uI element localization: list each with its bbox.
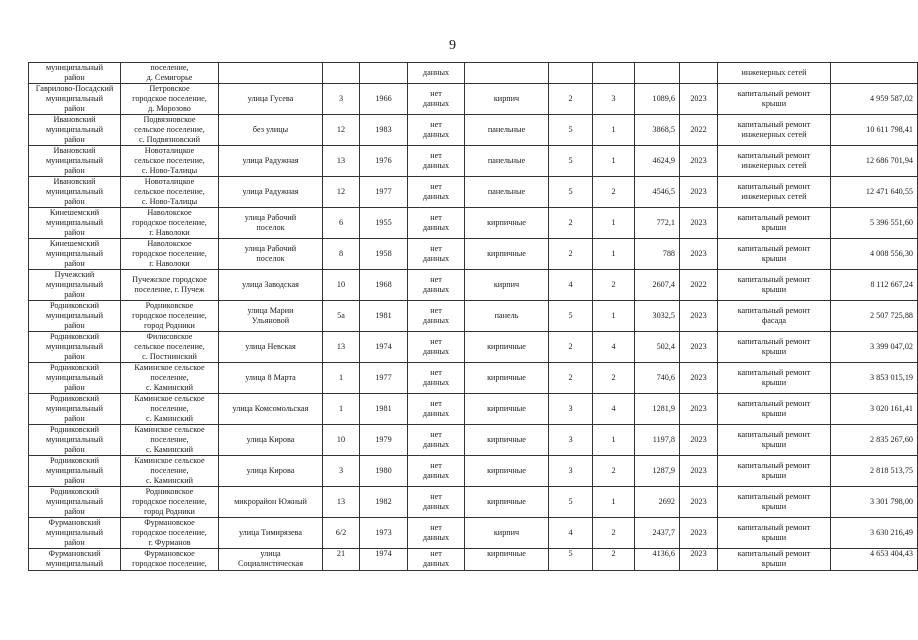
wall-material-cell: кирпичные xyxy=(465,239,549,270)
work-type-cell: капитальный ремонт крыши xyxy=(718,456,831,487)
floors-cell: 5 xyxy=(549,549,593,571)
entrances-cell: 2 xyxy=(593,456,635,487)
house-number-cell: 8 xyxy=(323,239,360,270)
floors-cell: 4 xyxy=(549,518,593,549)
plan-year-cell: 2022 xyxy=(680,115,718,146)
plan-year-cell: 2022 xyxy=(680,270,718,301)
build-year-cell: 1977 xyxy=(360,363,408,394)
street-cell: улица Социалистическая xyxy=(219,549,323,571)
area-cell: 1197,8 xyxy=(635,425,680,456)
plan-year-cell: 2023 xyxy=(680,301,718,332)
district-cell: муниципальный район xyxy=(29,63,121,84)
work-type-cell: капитальный ремонт инженерных сетей xyxy=(718,146,831,177)
district-cell: Ивановский муниципальный район xyxy=(29,115,121,146)
cost-cell: 4 008 556,30 xyxy=(831,239,918,270)
data-status-cell: нет данных xyxy=(408,363,465,394)
house-number-cell: 21 xyxy=(323,549,360,571)
plan-year-cell: 2023 xyxy=(680,363,718,394)
district-cell: Пучежский муниципальный район xyxy=(29,270,121,301)
wall-material-cell: панельные xyxy=(465,146,549,177)
street-cell xyxy=(219,63,323,84)
district-cell: Кинешемский муниципальный район xyxy=(29,208,121,239)
area-cell: 2692 xyxy=(635,487,680,518)
plan-year-cell: 2023 xyxy=(680,177,718,208)
cost-cell: 8 112 667,24 xyxy=(831,270,918,301)
table-row xyxy=(29,63,918,84)
table-row xyxy=(29,115,918,146)
table-row xyxy=(29,456,918,487)
area-cell: 2607,4 xyxy=(635,270,680,301)
entrances-cell: 1 xyxy=(593,115,635,146)
entrances-cell: 4 xyxy=(593,332,635,363)
entrances-cell: 1 xyxy=(593,239,635,270)
district-cell: Родниковский муниципальный район xyxy=(29,363,121,394)
wall-material-cell: кирпич xyxy=(465,270,549,301)
area-cell: 4546,5 xyxy=(635,177,680,208)
settlement-cell: Пучежское городское поселение, г. Пучеж xyxy=(121,270,219,301)
house-number-cell: 6 xyxy=(323,208,360,239)
area-cell xyxy=(635,63,680,84)
district-cell: Гаврилово-Посадский муниципальный район xyxy=(29,84,121,115)
area-cell: 788 xyxy=(635,239,680,270)
entrances-cell: 2 xyxy=(593,549,635,571)
wall-material-cell: кирпичные xyxy=(465,332,549,363)
data-status-cell: нет данных xyxy=(408,549,465,571)
street-cell: улица Кирова xyxy=(219,425,323,456)
district-cell: Кинешемский муниципальный район xyxy=(29,239,121,270)
entrances-cell: 4 xyxy=(593,394,635,425)
work-type-cell: капитальный ремонт крыши xyxy=(718,84,831,115)
page-number: 9 xyxy=(449,38,456,53)
build-year-cell: 1981 xyxy=(360,301,408,332)
plan-year-cell: 2023 xyxy=(680,549,718,571)
plan-year-cell: 2023 xyxy=(680,487,718,518)
cost-cell: 2 818 513,75 xyxy=(831,456,918,487)
entrances-cell: 3 xyxy=(593,84,635,115)
house-number-cell: 13 xyxy=(323,146,360,177)
area-cell: 1089,6 xyxy=(635,84,680,115)
floors-cell: 3 xyxy=(549,394,593,425)
district-cell: Фурмановский муниципальный xyxy=(29,549,121,571)
wall-material-cell: кирпич xyxy=(465,84,549,115)
build-year-cell: 1981 xyxy=(360,394,408,425)
cost-cell: 2 835 267,60 xyxy=(831,425,918,456)
table-row xyxy=(29,425,918,456)
district-cell: Родниковский муниципальный район xyxy=(29,425,121,456)
floors-cell: 3 xyxy=(549,425,593,456)
data-status-cell: нет данных xyxy=(408,84,465,115)
floors-cell: 5 xyxy=(549,146,593,177)
entrances-cell: 1 xyxy=(593,425,635,456)
wall-material-cell: кирпичные xyxy=(465,208,549,239)
build-year-cell: 1974 xyxy=(360,332,408,363)
wall-material-cell xyxy=(465,63,549,84)
build-year-cell: 1980 xyxy=(360,456,408,487)
settlement-cell: Филисовское сельское поселение, с. Постнинский xyxy=(121,332,219,363)
cost-cell: 3 853 015,19 xyxy=(831,363,918,394)
data-status-cell: данных xyxy=(408,63,465,84)
table-row xyxy=(29,518,918,549)
street-cell: улица Комсомольская xyxy=(219,394,323,425)
table-row xyxy=(29,363,918,394)
data-status-cell: нет данных xyxy=(408,270,465,301)
cost-cell: 4 959 587,02 xyxy=(831,84,918,115)
settlement-cell: Новоталицкое сельское поселение, с. Ново-Талицы xyxy=(121,177,219,208)
house-number-cell: 12 xyxy=(323,115,360,146)
wall-material-cell: кирпичные xyxy=(465,456,549,487)
entrances-cell: 2 xyxy=(593,518,635,549)
house-number-cell: 3 xyxy=(323,456,360,487)
data-status-cell: нет данных xyxy=(408,456,465,487)
build-year-cell: 1976 xyxy=(360,146,408,177)
floors-cell: 2 xyxy=(549,84,593,115)
build-year-cell xyxy=(360,63,408,84)
floors-cell: 3 xyxy=(549,456,593,487)
table-row xyxy=(29,332,918,363)
build-year-cell: 1977 xyxy=(360,177,408,208)
settlement-cell: Каминское сельское поселение, с. Каминский xyxy=(121,456,219,487)
cost-cell: 3 020 161,41 xyxy=(831,394,918,425)
settlement-cell: Фурмановское городское поселение, xyxy=(121,549,219,571)
plan-year-cell: 2023 xyxy=(680,332,718,363)
build-year-cell: 1966 xyxy=(360,84,408,115)
area-cell: 4136,6 xyxy=(635,549,680,571)
wall-material-cell: кирпичные xyxy=(465,363,549,394)
data-status-cell: нет данных xyxy=(408,301,465,332)
wall-material-cell: кирпичные xyxy=(465,425,549,456)
entrances-cell: 2 xyxy=(593,270,635,301)
data-status-cell: нет данных xyxy=(408,332,465,363)
work-type-cell: капитальный ремонт крыши xyxy=(718,270,831,301)
area-cell: 502,4 xyxy=(635,332,680,363)
entrances-cell: 1 xyxy=(593,146,635,177)
plan-year-cell: 2023 xyxy=(680,208,718,239)
build-year-cell: 1968 xyxy=(360,270,408,301)
house-number-cell: 5а xyxy=(323,301,360,332)
plan-year-cell: 2023 xyxy=(680,146,718,177)
street-cell: улица Марии Ульяновой xyxy=(219,301,323,332)
cost-cell: 4 653 404,43 xyxy=(831,549,918,571)
work-type-cell: капитальный ремонт крыши xyxy=(718,425,831,456)
area-cell: 1281,9 xyxy=(635,394,680,425)
wall-material-cell: панель xyxy=(465,301,549,332)
build-year-cell: 1979 xyxy=(360,425,408,456)
district-cell: Родниковский муниципальный район xyxy=(29,301,121,332)
plan-year-cell: 2023 xyxy=(680,239,718,270)
wall-material-cell: панельные xyxy=(465,115,549,146)
entrances-cell: 1 xyxy=(593,208,635,239)
settlement-cell: Каминское сельское поселение, с. Каминский xyxy=(121,394,219,425)
settlement-cell: Родниковское городское поселение, город Родники xyxy=(121,301,219,332)
settlement-cell: Петровское городское поселение, д. Морозово xyxy=(121,84,219,115)
entrances-cell: 1 xyxy=(593,487,635,518)
district-cell: Ивановский муниципальный район xyxy=(29,146,121,177)
build-year-cell: 1955 xyxy=(360,208,408,239)
floors-cell: 4 xyxy=(549,270,593,301)
data-status-cell: нет данных xyxy=(408,518,465,549)
district-cell: Родниковский муниципальный район xyxy=(29,332,121,363)
table-row xyxy=(29,208,918,239)
cost-cell: 3 630 216,49 xyxy=(831,518,918,549)
settlement-cell: Наволокское городское поселение, г. Наволоки xyxy=(121,239,219,270)
plan-year-cell: 2023 xyxy=(680,425,718,456)
work-type-cell: капитальный ремонт крыши xyxy=(718,239,831,270)
work-type-cell: капитальный ремонт фасада xyxy=(718,301,831,332)
street-cell: улица Рабочий поселок xyxy=(219,239,323,270)
area-cell: 3868,5 xyxy=(635,115,680,146)
house-number-cell: 12 xyxy=(323,177,360,208)
cost-cell xyxy=(831,63,918,84)
settlement-cell: Родниковское городское поселение, город Родники xyxy=(121,487,219,518)
area-cell: 2437,7 xyxy=(635,518,680,549)
work-type-cell: капитальный ремонт крыши xyxy=(718,332,831,363)
area-cell: 4624,9 xyxy=(635,146,680,177)
data-status-cell: нет данных xyxy=(408,208,465,239)
table-row xyxy=(29,177,918,208)
street-cell: улица Радужная xyxy=(219,146,323,177)
street-cell: улица Радужная xyxy=(219,177,323,208)
table-row xyxy=(29,239,918,270)
table-body xyxy=(29,63,918,571)
wall-material-cell: кирпич xyxy=(465,518,549,549)
street-cell: микрорайон Южный xyxy=(219,487,323,518)
area-cell: 772,1 xyxy=(635,208,680,239)
street-cell: без улицы xyxy=(219,115,323,146)
floors-cell: 2 xyxy=(549,332,593,363)
district-cell: Родниковский муниципальный район xyxy=(29,487,121,518)
district-cell: Фурмановский муниципальный район xyxy=(29,518,121,549)
settlement-cell: Подвязновское сельское поселение, с. Подвязновский xyxy=(121,115,219,146)
cost-cell: 2 507 725,88 xyxy=(831,301,918,332)
district-cell: Родниковский муниципальный район xyxy=(29,456,121,487)
house-number-cell: 10 xyxy=(323,425,360,456)
cost-cell: 3 301 798,00 xyxy=(831,487,918,518)
table-row xyxy=(29,487,918,518)
table-row xyxy=(29,394,918,425)
work-type-cell: капитальный ремонт крыши xyxy=(718,518,831,549)
area-cell: 3032,5 xyxy=(635,301,680,332)
area-cell: 1287,9 xyxy=(635,456,680,487)
build-year-cell: 1974 xyxy=(360,549,408,571)
entrances-cell xyxy=(593,63,635,84)
street-cell: улица Заводская xyxy=(219,270,323,301)
work-type-cell: капитальный ремонт крыши xyxy=(718,363,831,394)
cost-cell: 5 396 551,60 xyxy=(831,208,918,239)
plan-year-cell: 2023 xyxy=(680,456,718,487)
floors-cell: 2 xyxy=(549,239,593,270)
settlement-cell: Каминское сельское поселение, с. Каминский xyxy=(121,363,219,394)
cost-cell: 12 471 640,55 xyxy=(831,177,918,208)
house-number-cell: 1 xyxy=(323,394,360,425)
plan-year-cell: 2023 xyxy=(680,84,718,115)
house-number-cell: 10 xyxy=(323,270,360,301)
data-status-cell: нет данных xyxy=(408,394,465,425)
build-year-cell: 1982 xyxy=(360,487,408,518)
house-number-cell: 6/2 xyxy=(323,518,360,549)
work-type-cell: капитальный ремонт инженерных сетей xyxy=(718,177,831,208)
data-status-cell: нет данных xyxy=(408,177,465,208)
plan-year-cell xyxy=(680,63,718,84)
floors-cell xyxy=(549,63,593,84)
work-type-cell: инженерных сетей xyxy=(718,63,831,84)
house-number-cell: 13 xyxy=(323,332,360,363)
build-year-cell: 1983 xyxy=(360,115,408,146)
street-cell: улица 8 Марта xyxy=(219,363,323,394)
table-row xyxy=(29,549,918,571)
settlement-cell: Каминское сельское поселение, с. Каминский xyxy=(121,425,219,456)
build-year-cell: 1973 xyxy=(360,518,408,549)
table-row xyxy=(29,301,918,332)
street-cell: улица Невская xyxy=(219,332,323,363)
entrances-cell: 2 xyxy=(593,363,635,394)
floors-cell: 5 xyxy=(549,177,593,208)
street-cell: улица Тимирязева xyxy=(219,518,323,549)
district-cell: Родниковский муниципальный район xyxy=(29,394,121,425)
floors-cell: 5 xyxy=(549,115,593,146)
district-cell: Ивановский муниципальный район xyxy=(29,177,121,208)
floors-cell: 2 xyxy=(549,363,593,394)
floors-cell: 2 xyxy=(549,208,593,239)
work-type-cell: капитальный ремонт крыши xyxy=(718,394,831,425)
street-cell: улица Кирова xyxy=(219,456,323,487)
floors-cell: 5 xyxy=(549,301,593,332)
table-row xyxy=(29,84,918,115)
data-status-cell: нет данных xyxy=(408,146,465,177)
repair-program-table xyxy=(28,62,918,571)
settlement-cell: Новоталицкое сельское поселение, с. Ново-Талицы xyxy=(121,146,219,177)
street-cell: улица Гусева xyxy=(219,84,323,115)
entrances-cell: 2 xyxy=(593,177,635,208)
work-type-cell: капитальный ремонт крыши xyxy=(718,549,831,571)
data-status-cell: нет данных xyxy=(408,425,465,456)
data-status-cell: нет данных xyxy=(408,115,465,146)
wall-material-cell: кирпичные xyxy=(465,394,549,425)
settlement-cell: Наволокское городское поселение, г. Наволоки xyxy=(121,208,219,239)
floors-cell: 5 xyxy=(549,487,593,518)
settlement-cell: Фурмановское городское поселение, г. Фурманов xyxy=(121,518,219,549)
house-number-cell: 13 xyxy=(323,487,360,518)
work-type-cell: капитальный ремонт крыши xyxy=(718,208,831,239)
cost-cell: 10 611 798,41 xyxy=(831,115,918,146)
plan-year-cell: 2023 xyxy=(680,394,718,425)
wall-material-cell: кирпичные xyxy=(465,487,549,518)
work-type-cell: капитальный ремонт инженерных сетей xyxy=(718,115,831,146)
house-number-cell xyxy=(323,63,360,84)
house-number-cell: 3 xyxy=(323,84,360,115)
data-status-cell: нет данных xyxy=(408,487,465,518)
plan-year-cell: 2023 xyxy=(680,518,718,549)
cost-cell: 12 686 701,94 xyxy=(831,146,918,177)
area-cell: 740,6 xyxy=(635,363,680,394)
cost-cell: 3 399 047,02 xyxy=(831,332,918,363)
street-cell: улица Рабочий поселок xyxy=(219,208,323,239)
wall-material-cell: панельные xyxy=(465,177,549,208)
table-row xyxy=(29,146,918,177)
table-row xyxy=(29,270,918,301)
data-status-cell: нет данных xyxy=(408,239,465,270)
entrances-cell: 1 xyxy=(593,301,635,332)
settlement-cell: поселение, д. Семигорье xyxy=(121,63,219,84)
wall-material-cell: кирпичные xyxy=(465,549,549,571)
work-type-cell: капитальный ремонт крыши xyxy=(718,487,831,518)
house-number-cell: 1 xyxy=(323,363,360,394)
build-year-cell: 1958 xyxy=(360,239,408,270)
